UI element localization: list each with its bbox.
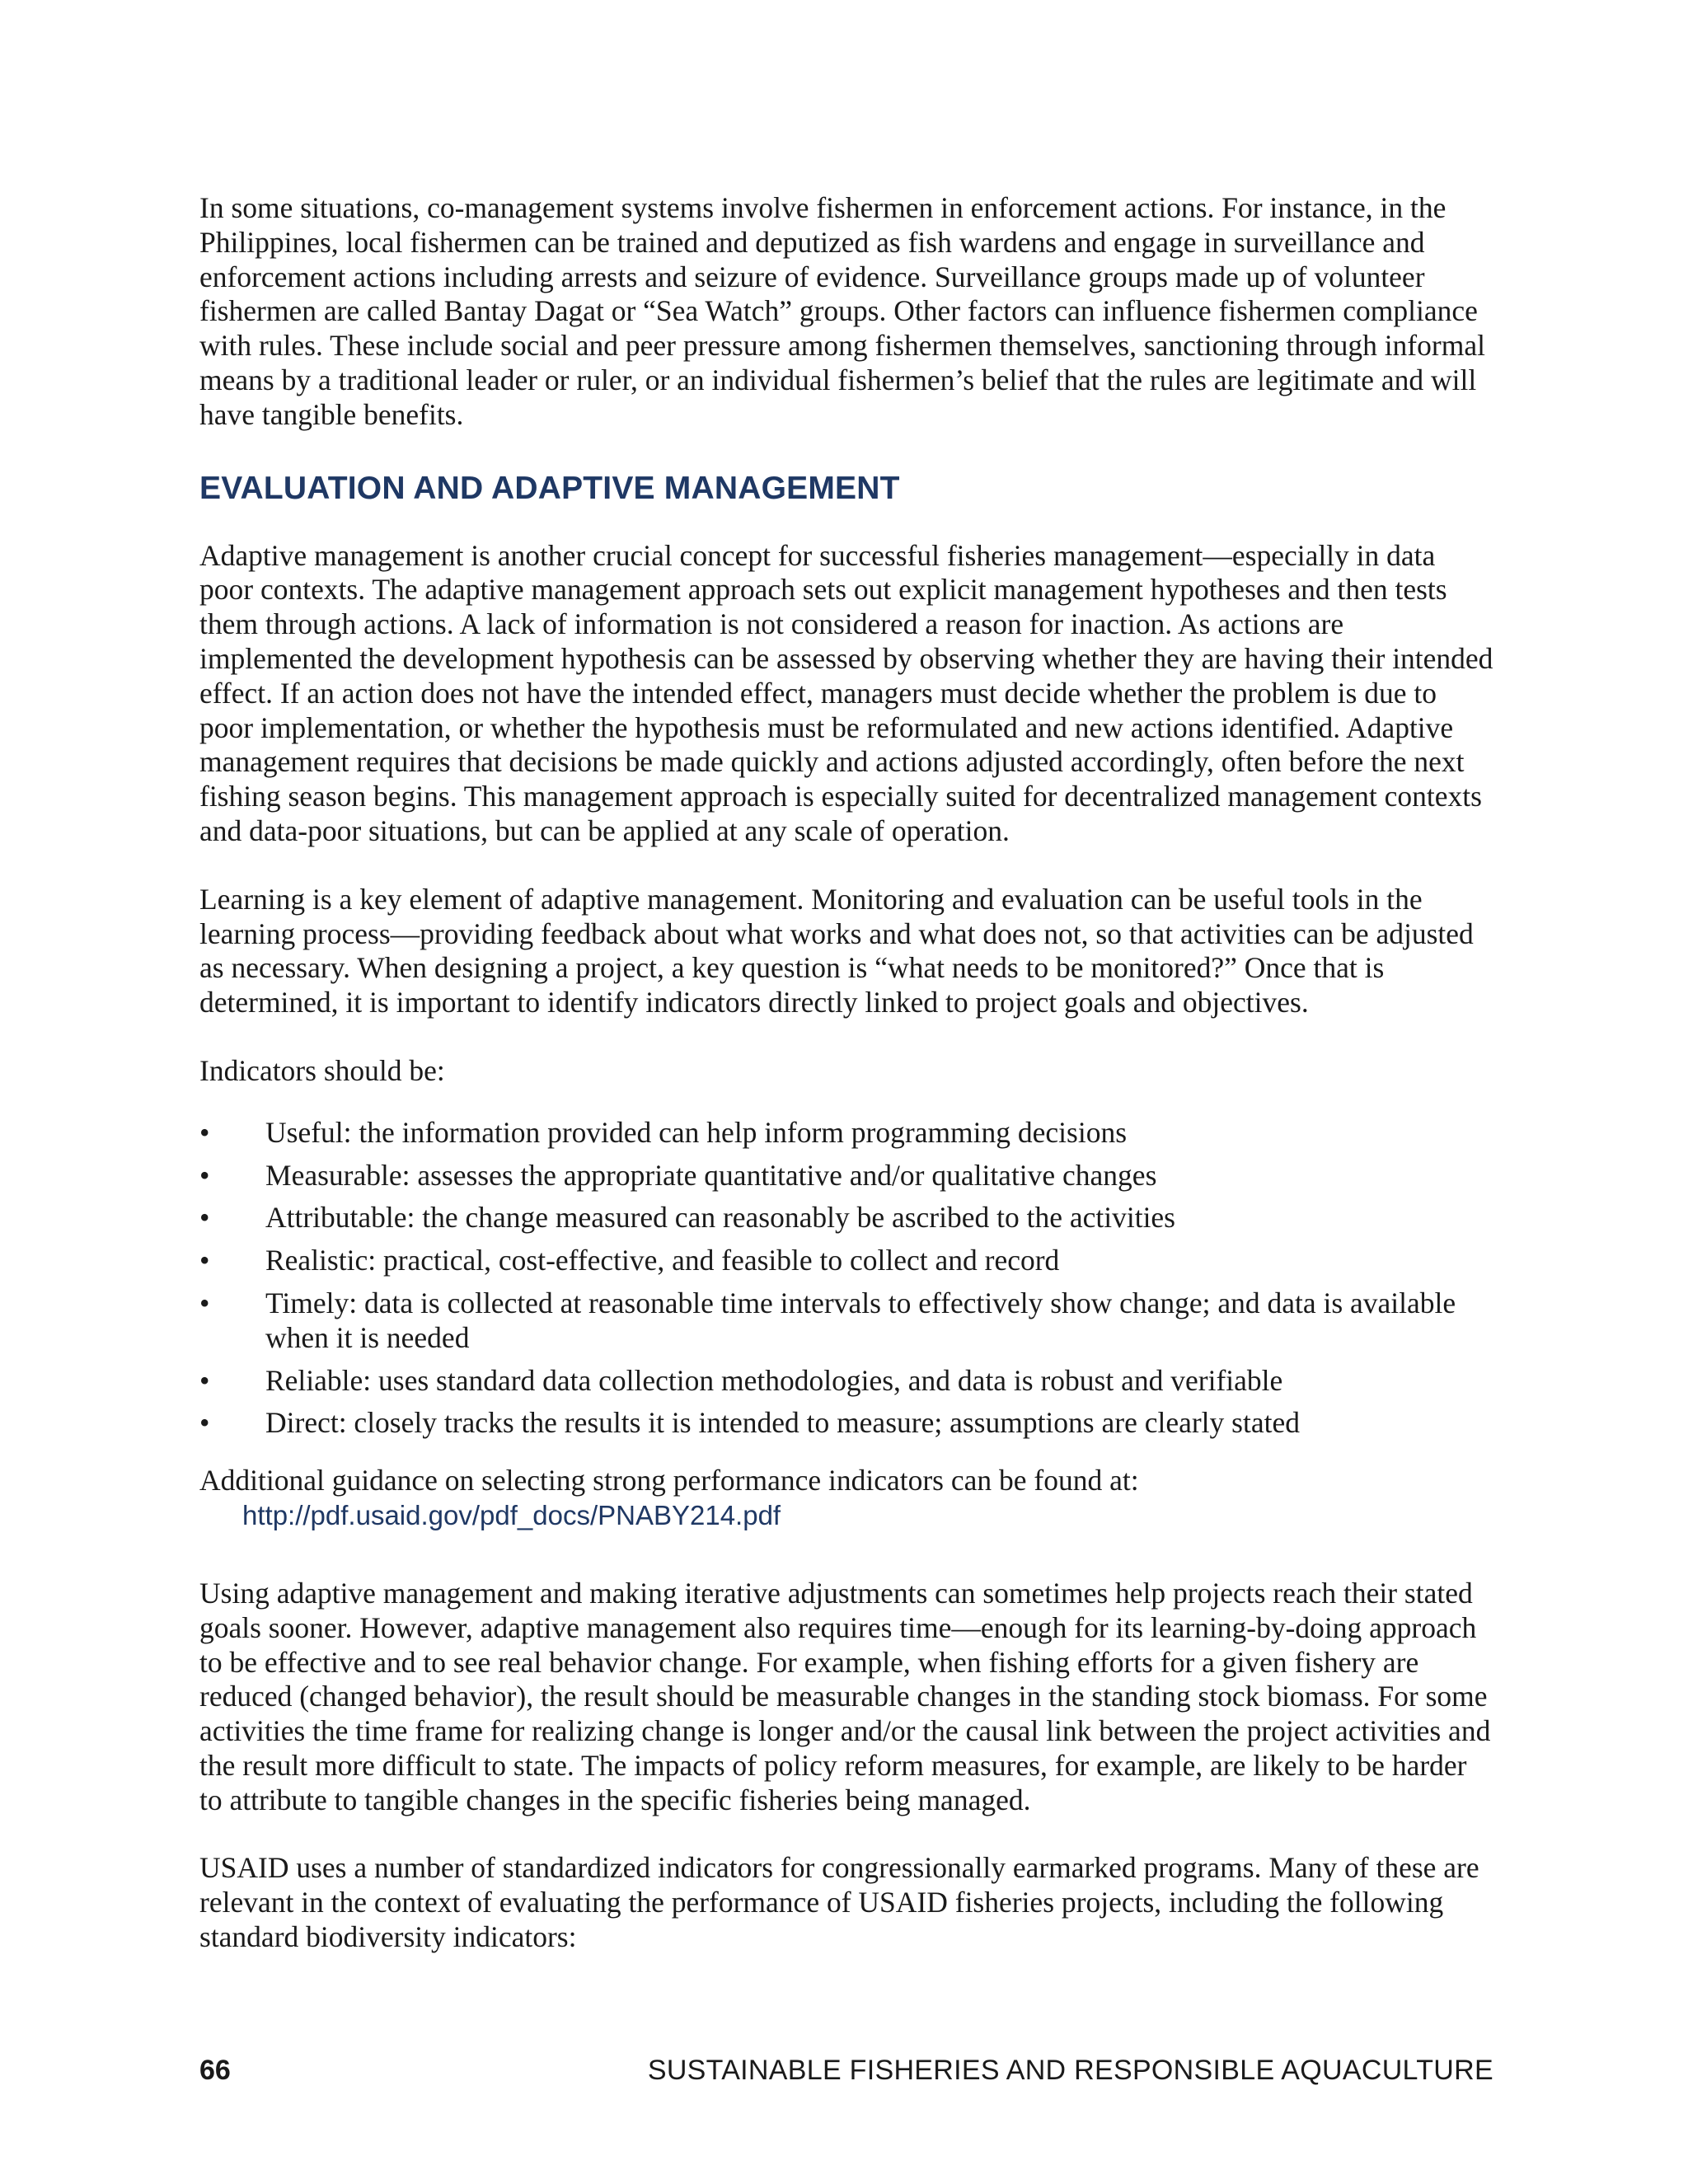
list-item (199, 1244, 1493, 1278)
bullet-icon: • (199, 1201, 210, 1235)
indicators-list (199, 1116, 1493, 1441)
list-item-text: Timely: data is collected at reasonable time intervals to effectively show change; and data is available when it is needed (265, 1286, 1456, 1354)
list-item (199, 1159, 1493, 1193)
bullet-icon: • (199, 1406, 210, 1440)
list-item-text: Realistic: practical, cost-effective, and feasible to collect and record (265, 1244, 1060, 1277)
paragraph-adaptive-management: Adaptive management is another crucial concept for successful fisheries management—especially in data poor contexts. The adaptive management approach sets out explicit management hypotheses and then tests them through actions. A lack of information is not considered a reason for inaction. As actions are implemented the development hypothesis can be assessed by observing whether they are having their intended effect. If an action does not have the intended effect, managers must decide whether the problem is due to poor implementation, or whether the hypothesis must be reformulated and new actions identified. Adaptive management requires that decisions be made quickly and actions adjusted accordingly, often before the next fishing season begins. This management approach is especially suited for decentralized management contexts and data-poor situations, but can be applied at any scale of operation. (199, 538, 1493, 847)
list-item (199, 1364, 1493, 1399)
section-heading: EVALUATION AND ADAPTIVE MANAGEMENT (199, 470, 900, 506)
bullet-icon: • (199, 1286, 210, 1319)
list-item-text: Direct: closely tracks the results it is intended to measure; assumptions are clearly stated (265, 1406, 1300, 1440)
list-item-text: Measurable: assesses the appropriate quantitative and/or qualitative changes (265, 1158, 1157, 1192)
guidance-link[interactable]: http://pdf.usaid.gov/pdf_docs/PNABY214.pdf (242, 1499, 781, 1530)
guidance-text: Additional guidance on selecting strong performance indicators can be found at: (199, 1464, 1139, 1497)
list-item (199, 1116, 1493, 1151)
bullet-icon: • (199, 1244, 210, 1277)
list-item (199, 1406, 1493, 1441)
indicators-intro: Indicators should be: (199, 1053, 445, 1087)
page-body (199, 191, 1493, 1955)
list-item (199, 1286, 1493, 1356)
list-item-text: Useful: the information provided can help inform programming decisions (265, 1115, 1128, 1149)
list-item-text: Reliable: uses standard data collection methodologies, and data is robust and verifiable (265, 1363, 1283, 1397)
bullet-icon: • (199, 1363, 210, 1397)
paragraph-enforcement: In some situations, co-management systems involve fishermen in enforcement actions. For instance, in the Philippines, local fishermen can be trained and deputized as fish wardens and engage in surveillance and enforcement actions including arrests and seizure of evidence. Surveillance groups made up of volunteer fishermen are called Bantay Dagat or “Sea Watch” groups. Other factors can influence fishermen compliance with rules. These include social and peer pressure among fishermen themselves, sanctioning through informal means by a traditional leader or ruler, or an individual fishermen’s belief that the rules are legitimate and will have tangible benefits. (199, 191, 1485, 431)
paragraph-learning: Learning is a key element of adaptive management. Monitoring and evaluation can be useful tools in the learning process—providing feedback about what works and what does not, so that activities can be adjusted as necessary. When designing a project, a key question is “what needs to be monitored?” Once that is determined, it is important to identify indicators directly linked to project goals and objectives. (199, 882, 1474, 1019)
list-item-text: Attributable: the change measured can reasonably be ascribed to the activities (265, 1201, 1176, 1235)
footer-title: SUSTAINABLE FISHERIES AND RESPONSIBLE AQUACULTURE (647, 2055, 1493, 2086)
paragraph-usaid-indicators: USAID uses a number of standardized indicators for congressionally earmarked programs. Many of these are relevant in the context of evaluating the performance of USAID fisheries projects, including the following standard biodiversity indicators: (199, 1851, 1479, 1954)
bullet-icon: • (199, 1158, 210, 1192)
page-number: 66 (199, 2055, 231, 2086)
list-item (199, 1201, 1493, 1235)
paragraph-iterative: Using adaptive management and making iterative adjustments can sometimes help projects reach their stated goals sooner. However, adaptive management also requires time—enough for its learning-by-doing approach to be effective and to see real behavior change. For example, when fishing efforts for a given fishery are reduced (changed behavior), the result should be measurable changes in the standing stock biomass. For some activities the time frame for realizing change is longer and/or the causal link between the project activities and the result more difficult to state. The impacts of policy reform measures, for example, are likely to be harder to attribute to tangible changes in the specific fisheries being managed. (199, 1576, 1491, 1816)
bullet-icon: • (199, 1115, 210, 1149)
